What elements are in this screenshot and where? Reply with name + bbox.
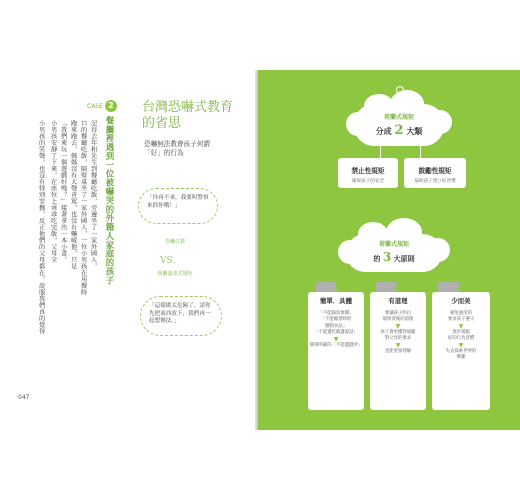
principle-1-title: 簡單．具體 [320, 297, 352, 305]
top-cloud-line [354, 123, 444, 138]
case-number: 2 [105, 100, 117, 112]
body-column: 記得去年和先生到餐廳吃飯，旁邊坐了一家外國人， [89, 120, 97, 270]
heading-text: 台灣恐嚇式教育的省思 [142, 100, 234, 131]
mid-cloud-pre: 的 [373, 255, 381, 263]
page-subheading [144, 140, 210, 158]
category-1-desc: 確保孩子的安全 [351, 179, 385, 184]
subheading-line-1: 恐嚇無法教會孩子何謂 [144, 140, 210, 148]
principle-item: 樂趣 [456, 355, 466, 361]
principle-item: 孩子會更懂得規範 [380, 329, 416, 335]
middle-cloud [346, 234, 442, 272]
principle-item: 對父母的要求 [384, 336, 412, 342]
principle-item: 好的行為習慣 [447, 336, 475, 342]
principle-item: 「不能踩印象橋」 [318, 311, 354, 316]
arrow-down-icon: ▼ [458, 341, 464, 349]
principle-item: 簡單明確的「不能邊戲所」 [309, 342, 363, 348]
category-box-prohibitive [338, 158, 398, 188]
principle-item: 激動食品」 [325, 323, 347, 329]
principle-3-number: 3 [454, 278, 463, 292]
speech-bubble-threat: 「你再不乖，我要叫警察來抓你哦！」 [138, 188, 218, 224]
subheading-line-2: 「好」的行為 [144, 149, 184, 157]
body-column: 「我們來玩一個遊戲好嗎？」接著拿出一本小書。 [59, 120, 67, 263]
connector-line [380, 146, 381, 158]
principle-item: 也能更加理解 [384, 348, 412, 354]
case-label: CASE [87, 103, 103, 110]
vs-bottom-label: 荷蘭溫柔式規矩 [157, 271, 193, 277]
principle-item: 要求孩子遵守 [447, 317, 475, 323]
principle-3-items [432, 311, 490, 361]
principle-3-title: 少而美 [451, 297, 471, 305]
top-cloud-unit: 大類 [406, 127, 423, 136]
arrow-down-icon: ▼ [395, 341, 401, 349]
principle-1-box [308, 292, 364, 410]
page-heading [142, 100, 242, 132]
top-cloud-pre: 分成 [375, 127, 392, 136]
category-2-desc: 協助孩子建立好習慣 [414, 179, 456, 184]
speech-bubble-gentle: 「這樣做太危險了，請你先把東西放下，我們再一起想辦法。」 [140, 296, 222, 336]
arrow-down-icon: ▼ [458, 322, 464, 330]
principle-item: 逐步規範 [452, 329, 470, 335]
case-badge [87, 100, 121, 114]
top-cloud-number: 2 [394, 123, 404, 138]
top-cloud-title: 荷蘭式規矩 [383, 114, 414, 121]
page-number: 047 [18, 394, 30, 401]
principle-item: 規則背後的道理 [382, 317, 414, 323]
arrow-down-icon: ▼ [395, 322, 401, 330]
body-column: 跑來跑去，媽媽沒有大聲責罵，也沒有嚇唬他，只是 [69, 120, 77, 270]
principle-2-title: 有道理 [388, 297, 408, 305]
principle-2-items [370, 311, 426, 355]
body-column: 口的餐廳吃飯，隔壁桌坐了一家外國人，一位小男孩在用餐時 [79, 120, 87, 296]
mid-cloud-title: 荷蘭式規矩 [378, 241, 409, 248]
principle-3-box [432, 292, 490, 410]
mid-cloud-unit: 大原則 [393, 255, 415, 263]
body-column: 小男孩安靜了下來，在座位上乖乖吃完飯，父母全 [49, 120, 57, 263]
principle-item: 避免過度的 [450, 311, 472, 316]
vs-text: VS. [160, 256, 176, 266]
principle-2-box [370, 292, 426, 410]
case-title: 餐廳裡遇到一位被嚇哭的外籍人家庭的孩子 [105, 116, 115, 285]
principle-item: 「不能邊吃飯邊說話」 [314, 330, 358, 336]
top-cloud [354, 104, 444, 146]
category-2-title: 鼓勵性規矩 [418, 167, 452, 175]
principle-item: 要讓孩子明白 [384, 311, 412, 316]
principle-1-items [308, 311, 364, 349]
body-column: 小男孩的笑聲，也沒有特別安撫，反正他們的父母都在，說服我們真的覺得 [37, 120, 45, 335]
mid-cloud-line [346, 250, 442, 264]
category-1-title: 禁止性規矩 [351, 167, 385, 175]
principle-item: 「不能睡著時的 [320, 317, 352, 323]
vs-top-label: 恐嚇式教 [164, 239, 185, 245]
connector-line [420, 146, 421, 158]
mid-cloud-number: 3 [382, 250, 392, 264]
principle-1-number: 1 [332, 278, 341, 292]
category-box-encouraging [404, 158, 466, 188]
arrow-down-icon: ▼ [333, 335, 339, 343]
principle-item: 失去探索世界的 [445, 348, 477, 354]
principle-2-number: 2 [392, 278, 401, 292]
